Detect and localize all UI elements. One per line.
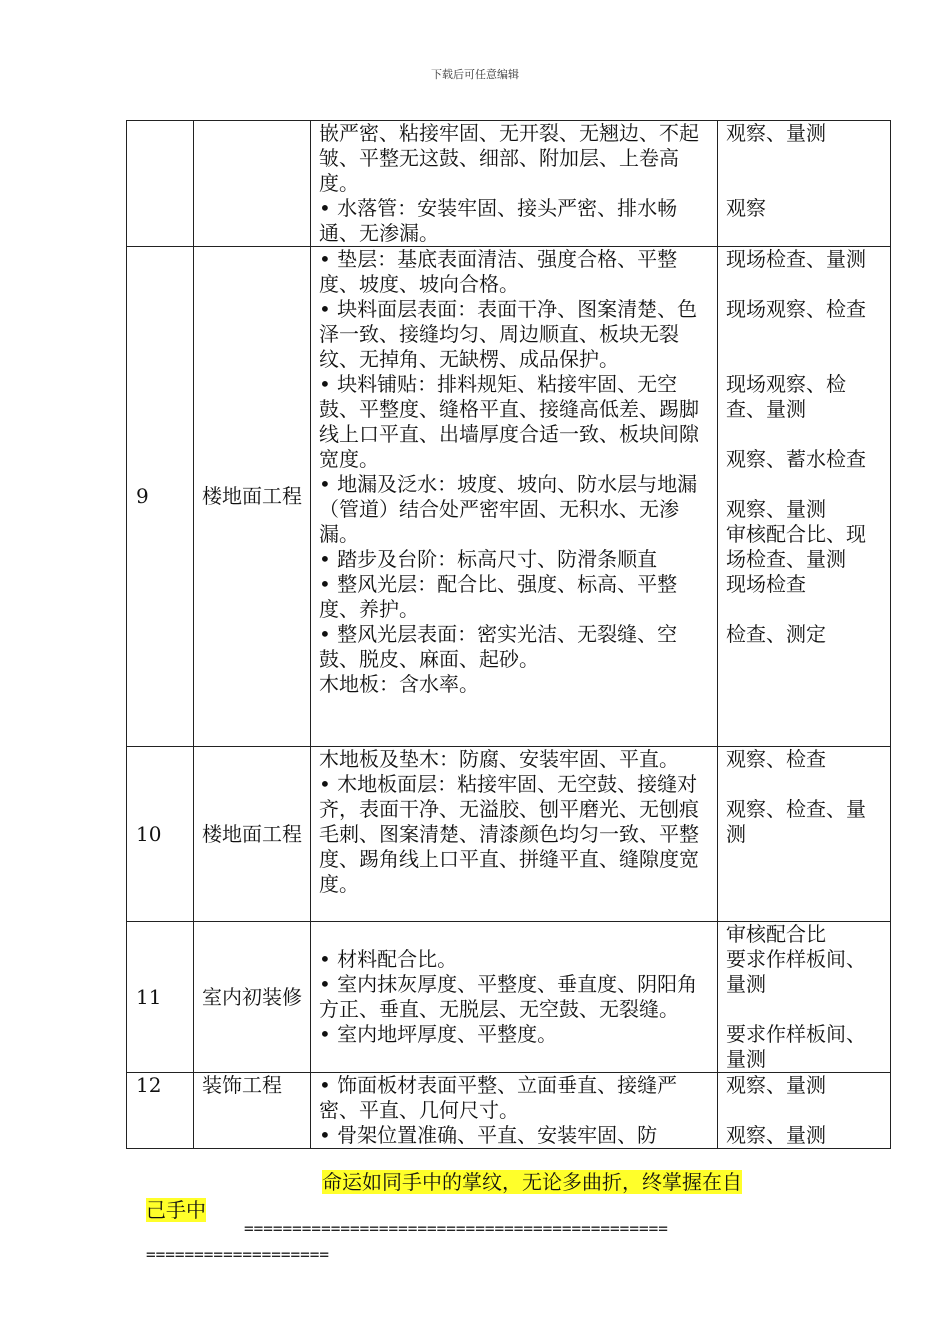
- separator-line1: ============================================: [244, 1219, 668, 1238]
- method-item: 要求作样板间、量测: [726, 1022, 866, 1071]
- table-row: [127, 922, 891, 1073]
- row-items: [311, 247, 718, 747]
- method-item: 观察: [726, 196, 766, 220]
- list-item: • 饰面板材表面平整、立面垂直、接缝严密、平直、几何尺寸。: [319, 1073, 678, 1122]
- table-row: [127, 247, 891, 747]
- row-items: [311, 747, 718, 922]
- row-number: 12: [127, 1073, 194, 1149]
- method-item: 观察、量测: [726, 1123, 826, 1147]
- row-number: 9: [127, 247, 194, 747]
- list-item: • 室内地坪厚度、平整度。: [319, 1022, 558, 1046]
- motto-line2: 己手中: [146, 1198, 206, 1222]
- list-item: • 骨架位置准确、平直、安装牢固、防: [319, 1123, 658, 1147]
- list-item: • 整风光层表面：密实光洁、无裂缝、空鼓、脱皮、麻面、起砂。: [319, 622, 678, 671]
- row-items: [311, 1073, 718, 1149]
- method-item: 审核配合比、现场检查、量测: [726, 522, 866, 571]
- row-number: 10: [127, 747, 194, 922]
- method-item: 现场观察、检查、量测: [726, 372, 846, 421]
- row-methods: [718, 747, 891, 922]
- list-item: • 整风光层：配合比、强度、标高、平整度、养护。: [319, 572, 678, 621]
- inspection-table: [126, 120, 891, 1149]
- list-item: • 室内抹灰厚度、平整度、垂直度、阴阳角方正、垂直、无脱层、无空鼓、无裂缝。: [319, 972, 698, 1021]
- table-row: [127, 1073, 891, 1149]
- row-methods: [718, 247, 891, 747]
- list-item: • 地漏及泛水：坡度、坡向、防水层与地漏（管道）结合处严密牢固、无积水、无渗漏。: [319, 472, 698, 546]
- list-item: • 材料配合比。: [319, 947, 458, 971]
- row-methods: [718, 121, 891, 247]
- list-item: • 踏步及台阶：标高尺寸、防滑条顺直: [319, 547, 658, 571]
- method-item: 观察、量测: [726, 497, 826, 521]
- list-item: • 块料面层表面：表面干净、图案清楚、色泽一致、接缝均匀、周边顺直、板块无裂纹、无掉角、无缺楞、成品保护。: [319, 297, 698, 371]
- method-item: 要求作样板间、量测: [726, 947, 866, 996]
- row-items: [311, 121, 718, 247]
- method-item: 观察、检查、量测: [726, 797, 866, 846]
- list-item: • 水落管：安装牢固、接头严密、排水畅通、无渗漏。: [319, 196, 678, 245]
- list-item: 木地板：含水率。: [319, 672, 479, 696]
- row-number: [127, 121, 194, 247]
- list-item: 木地板及垫木：防腐、安装牢固、平直。: [319, 747, 679, 771]
- row-name: 楼地面工程: [194, 747, 311, 922]
- method-item: 现场检查: [726, 572, 806, 596]
- table-row: [127, 121, 891, 247]
- row-number: 11: [127, 922, 194, 1073]
- row-name: [194, 121, 311, 247]
- method-item: 检查、测定: [726, 622, 826, 646]
- row-name: 装饰工程: [194, 1073, 311, 1149]
- method-item: 观察、量测: [726, 121, 826, 145]
- motto-line1: 命运如同手中的掌纹，无论多曲折，终掌握在自: [322, 1170, 742, 1194]
- row-methods: [718, 1073, 891, 1149]
- method-item: 观察、检查: [726, 747, 826, 771]
- method-item: 观察、量测: [726, 1073, 826, 1097]
- list-item: • 垫层：基底表面清洁、强度合格、平整度、坡度、坡向合格。: [319, 247, 678, 296]
- row-name: 楼地面工程: [194, 247, 311, 747]
- list-item: 嵌严密、粘接牢固、无开裂、无翘边、不起皱、平整无这鼓、细部、附加层、上卷高度。: [319, 121, 699, 195]
- row-name: 室内初装修: [194, 922, 311, 1073]
- separator-rule: [146, 1216, 846, 1268]
- method-item: 现场观察、检查: [726, 297, 866, 321]
- row-items: [311, 922, 718, 1073]
- method-item: 审核配合比: [726, 922, 826, 946]
- separator-line2: ===================: [146, 1245, 330, 1264]
- method-item: 观察、蓄水检查: [726, 447, 866, 471]
- header-note: 下载后可任意编辑: [431, 68, 519, 81]
- row-methods: [718, 922, 891, 1073]
- list-item: • 木地板面层：粘接牢固、无空鼓、接缝对齐，表面干净、无溢胶、刨平磨光、无刨痕毛刺、图案清楚、清漆颜色均匀一致、平整度、踢角线上口平直、拼缝平直、缝隙度宽度。: [319, 772, 699, 896]
- method-item: 现场检查、量测: [726, 247, 866, 271]
- table-row: [127, 747, 891, 922]
- list-item: • 块料铺贴：排料规矩、粘接牢固、无空鼓、平整度、缝格平直、接缝高低差、踢脚线上口平直、出墙厚度合适一致、板块间隙宽度。: [319, 372, 699, 471]
